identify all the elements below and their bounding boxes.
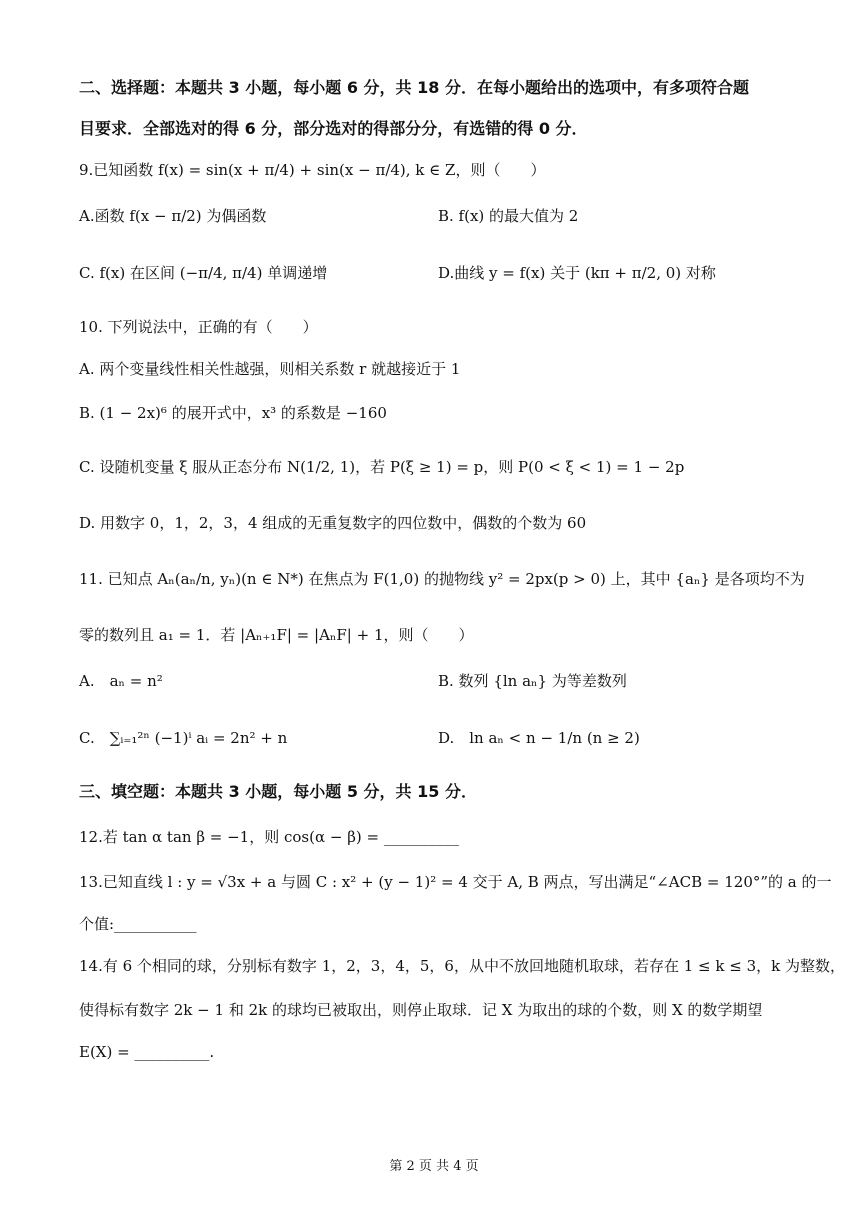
q10-stem: 10. 下列说法中，正确的有（ ） bbox=[79, 318, 318, 336]
q12: 12.若 tan α tan β = −1，则 cos(α − β) = __________ bbox=[79, 828, 459, 846]
q11-option-a: A. aₙ = n² bbox=[79, 672, 163, 690]
q9-stem: 9.已知函数 f(x) = sin(x + π/4) + sin(x − π/4), k ∈ Z，则（ ） bbox=[79, 161, 546, 179]
q9-option-b: B. f(x) 的最大值为 2 bbox=[438, 207, 579, 225]
q11-option-d: D. ln aₙ < n − 1/n (n ≥ 2) bbox=[438, 729, 640, 747]
q10-option-a: A. 两个变量线性相关性越强，则相关系数 r 就越接近于 1 bbox=[79, 360, 461, 378]
q9-option-c: C. f(x) 在区间 (−π/4, π/4) 单调递增 bbox=[79, 264, 328, 282]
q11-stem-line1: 11. 已知点 Aₙ(aₙ/n, yₙ)(n ∈ N*) 在焦点为 F(1,0) 的抛物线 y² = 2px(p > 0) 上，其中 {aₙ} 是各项均不为 bbox=[79, 570, 805, 588]
section3-heading: 三、填空题：本题共 3 小题，每小题 5 分，共 15 分． bbox=[79, 782, 477, 801]
q10-option-d: D. 用数字 0，1，2，3，4 组成的无重复数字的四位数中，偶数的个数为 60 bbox=[79, 514, 587, 532]
section2-heading-line1: 二、选择题：本题共 3 小题，每小题 6 分，共 18 分．在每小题给出的选项中，有多项符合题 bbox=[79, 78, 749, 97]
q13-line1: 13.已知直线 l : y = √3x + a 与圆 C : x² + (y − 1)² = 4 交于 A, B 两点，写出满足“∠ACB = 120°”的 a 的一 bbox=[79, 873, 832, 891]
q13-line2: 个值:___________ bbox=[79, 915, 197, 933]
q9-option-d: D.曲线 y = f(x) 关于 (kπ + π/2, 0) 对称 bbox=[438, 264, 716, 282]
q10-option-c: C. 设随机变量 ξ 服从正态分布 N(1/2, 1)，若 P(ξ ≥ 1) = p，则 P(0 < ξ < 1) = 1 − 2p bbox=[79, 458, 685, 476]
page-footer: 第 2 页 共 4 页 bbox=[389, 1159, 479, 1174]
q11-stem-line2: 零的数列且 a₁ = 1．若 |Aₙ₊₁F| = |AₙF| + 1，则（ ） bbox=[79, 626, 474, 644]
q10-option-b: B. (1 − 2x)⁶ 的展开式中，x³ 的系数是 −160 bbox=[79, 404, 387, 422]
section2-heading-line2: 目要求．全部选对的得 6 分，部分选对的得部分分，有选错的得 0 分． bbox=[79, 119, 588, 138]
q9-option-a: A.函数 f(x − π/2) 为偶函数 bbox=[79, 207, 267, 225]
q11-option-b: B. 数列 {ln aₙ} 为等差数列 bbox=[438, 672, 627, 690]
q14-line2: 使得标有数字 2k − 1 和 2k 的球均已被取出，则停止取球．记 X 为取出的球的个数，则 X 的数学期望 bbox=[79, 1001, 763, 1019]
q11-option-c: C. ∑ᵢ₌₁²ⁿ (−1)ⁱ aᵢ = 2n² + n bbox=[79, 729, 288, 747]
q14-line1: 14.有 6 个相同的球，分别标有数字 1，2，3，4，5，6，从中不放回地随机取球，若存在 1 ≤ k ≤ 3，k 为整数， bbox=[79, 957, 845, 975]
q14-line3: E(X) = __________. bbox=[79, 1043, 215, 1061]
